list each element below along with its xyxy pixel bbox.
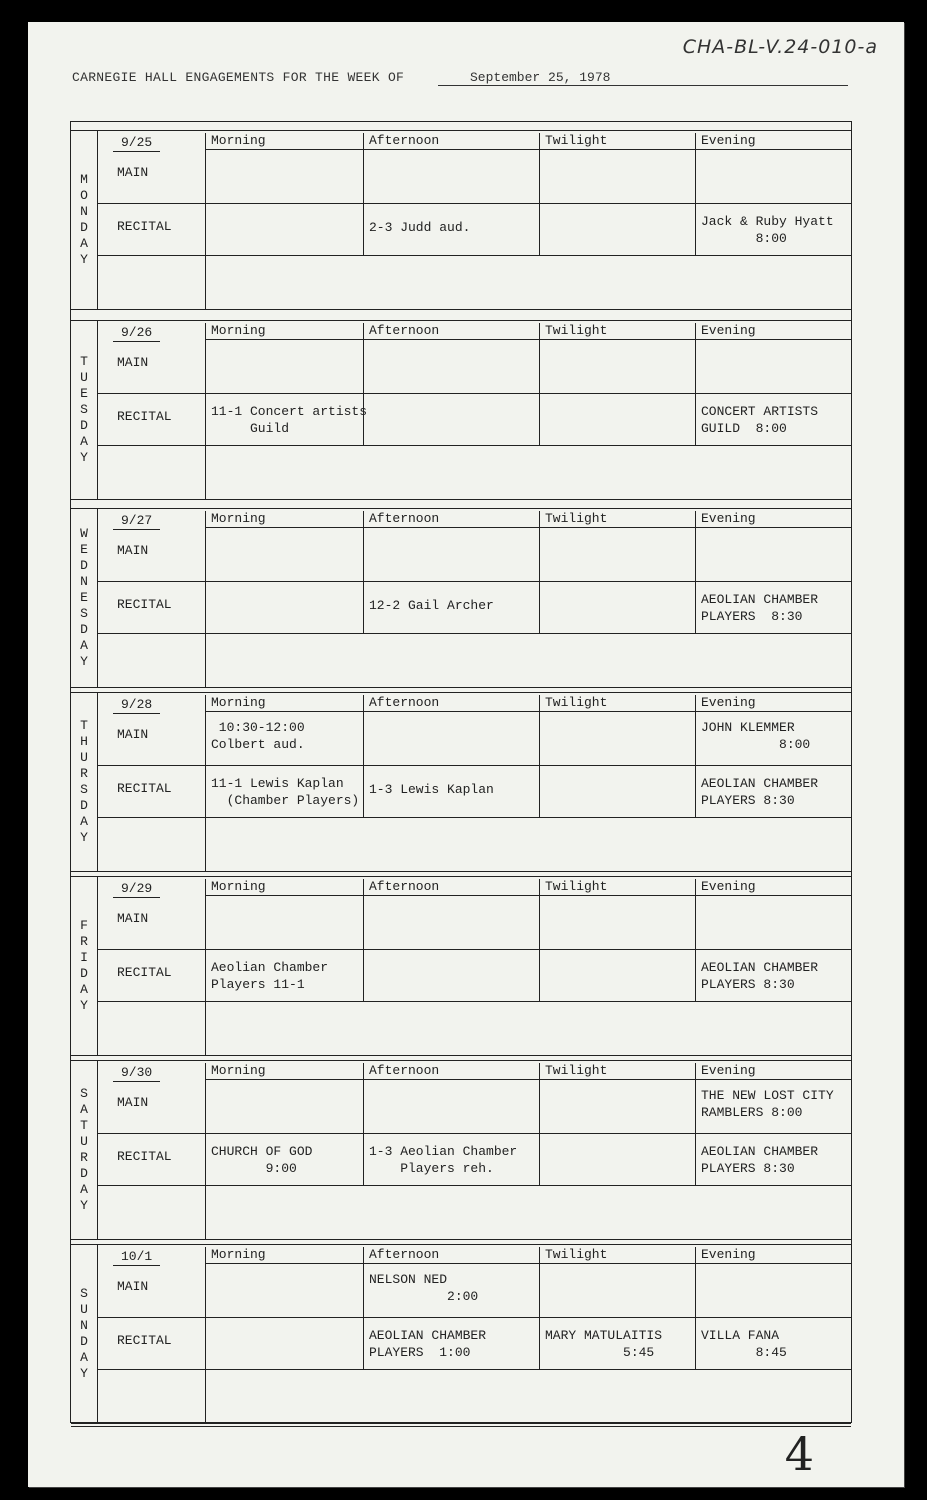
day-name <box>71 509 98 687</box>
row-divider <box>205 1263 851 1264</box>
day-letter: F <box>80 918 88 933</box>
day-letter: U <box>80 1302 88 1317</box>
row-label-recital: RECITAL <box>117 409 172 424</box>
row-divider <box>205 1317 851 1318</box>
row-divider <box>205 949 851 950</box>
row-label-recital: RECITAL <box>117 1149 172 1164</box>
row-divider <box>205 895 851 896</box>
column-divider <box>363 1063 364 1185</box>
column-divider <box>205 511 206 687</box>
row-divider <box>97 581 205 582</box>
day-letter: N <box>80 574 88 589</box>
column-header-twilight: Twilight <box>545 511 608 526</box>
day-letter: U <box>80 370 88 385</box>
day-letter: R <box>80 766 88 781</box>
entry-main-morning: 10:30-12:00 Colbert aud. <box>211 720 305 752</box>
schedule-table <box>70 121 852 1423</box>
day-letter: D <box>80 1334 88 1349</box>
row-divider <box>205 527 851 528</box>
column-divider <box>539 511 540 633</box>
column-header-morning: Morning <box>211 323 266 338</box>
column-divider <box>851 1247 852 1369</box>
day-letter: A <box>80 814 88 829</box>
entry-recital-afternoon: AEOLIAN CHAMBER PLAYERS 1:00 <box>369 1328 487 1360</box>
entry-recital-morning: Aeolian Chamber Players 11-1 <box>211 960 329 992</box>
column-header-afternoon: Afternoon <box>369 1063 440 1078</box>
column-header-evening: Evening <box>701 1063 756 1078</box>
page-number: 4 <box>784 1427 814 1481</box>
day-letter: Y <box>80 1366 88 1381</box>
column-header-morning: Morning <box>211 511 266 526</box>
column-header-morning: Morning <box>211 1247 266 1262</box>
day-name <box>71 693 98 871</box>
row-divider <box>97 817 851 818</box>
column-divider <box>851 511 852 633</box>
column-header-twilight: Twilight <box>545 1247 608 1262</box>
day-letter: H <box>80 734 88 749</box>
row-divider <box>97 949 205 950</box>
day-block <box>71 320 851 500</box>
row-label-main: MAIN <box>117 911 149 926</box>
day-letter: D <box>80 622 88 637</box>
column-header-twilight: Twilight <box>545 323 608 338</box>
entry-recital-twilight: MARY MATULAITIS 5:45 <box>545 1328 663 1360</box>
column-header-evening: Evening <box>701 323 756 338</box>
column-divider <box>363 695 364 817</box>
entry-recital-evening: VILLA FANA 8:45 <box>701 1328 787 1360</box>
row-divider <box>97 1317 205 1318</box>
column-divider <box>851 695 852 817</box>
day-block <box>71 876 851 1056</box>
row-divider <box>205 581 851 582</box>
day-letter: E <box>80 386 88 401</box>
day-letter: Y <box>80 830 88 845</box>
day-block <box>71 508 851 688</box>
column-divider <box>695 511 696 633</box>
entry-main-afternoon: NELSON NED 2:00 <box>369 1272 479 1304</box>
column-divider <box>851 133 852 255</box>
day-name <box>71 131 98 309</box>
column-divider <box>539 879 540 1001</box>
day-letter: Y <box>80 252 88 267</box>
row-divider <box>97 1133 205 1134</box>
row-divider <box>97 1369 851 1370</box>
column-divider <box>539 1247 540 1369</box>
entry-recital-morning: 11-1 Lewis Kaplan (Chamber Players) <box>211 776 360 808</box>
day-date: 10/1 <box>121 1249 153 1264</box>
column-divider <box>851 879 852 1001</box>
day-letter: I <box>80 950 88 965</box>
day-letter: N <box>80 204 88 219</box>
row-divider <box>97 393 205 394</box>
day-grid <box>97 131 851 309</box>
row-divider <box>97 255 851 256</box>
column-divider <box>205 879 206 1055</box>
row-label-recital: RECITAL <box>117 219 172 234</box>
row-label-main: MAIN <box>117 727 149 742</box>
column-header-afternoon: Afternoon <box>369 511 440 526</box>
row-divider <box>205 203 851 204</box>
day-letter: D <box>80 798 88 813</box>
column-header-morning: Morning <box>211 1063 266 1078</box>
column-header-twilight: Twilight <box>545 879 608 894</box>
day-letter: W <box>80 526 88 541</box>
document-title: CARNEGIE HALL ENGAGEMENTS FOR THE WEEK OF <box>72 70 405 85</box>
entry-recital-morning: 11-1 Concert artists Guild <box>211 404 368 436</box>
day-block <box>71 130 851 310</box>
column-header-afternoon: Afternoon <box>369 695 440 710</box>
day-date: 9/26 <box>121 325 153 340</box>
day-date: 9/30 <box>121 1065 153 1080</box>
day-letter: N <box>80 1318 88 1333</box>
row-divider <box>205 1079 851 1080</box>
entry-recital-evening: AEOLIAN CHAMBER PLAYERS 8:30 <box>701 960 819 992</box>
day-letter: T <box>80 1118 88 1133</box>
day-name <box>71 877 98 1055</box>
row-label-recital: RECITAL <box>117 1333 172 1348</box>
entry-recital-evening: AEOLIAN CHAMBER PLAYERS 8:30 <box>701 1144 819 1176</box>
entry-recital-afternoon: 1-3 Lewis Kaplan <box>369 782 494 797</box>
day-letter: T <box>80 354 88 369</box>
column-divider <box>205 323 206 499</box>
document-page <box>28 22 904 1487</box>
column-divider <box>695 133 696 255</box>
row-divider <box>205 339 851 340</box>
entry-recital-evening: AEOLIAN CHAMBER PLAYERS 8:30 <box>701 776 819 808</box>
entry-main-evening: JOHN KLEMMER 8:00 <box>701 720 811 752</box>
column-header-evening: Evening <box>701 133 756 148</box>
day-letter: O <box>80 188 88 203</box>
column-divider <box>363 1247 364 1369</box>
day-letter: M <box>80 172 88 187</box>
column-header-twilight: Twilight <box>545 695 608 710</box>
day-date: 9/29 <box>121 881 153 896</box>
column-header-morning: Morning <box>211 879 266 894</box>
column-divider <box>695 1247 696 1369</box>
column-header-morning: Morning <box>211 695 266 710</box>
day-letter: A <box>80 434 88 449</box>
day-letter: R <box>80 934 88 949</box>
column-divider <box>695 879 696 1001</box>
column-header-evening: Evening <box>701 879 756 894</box>
day-name <box>71 321 98 499</box>
day-grid <box>97 321 851 499</box>
entry-recital-afternoon: 12-2 Gail Archer <box>369 598 494 613</box>
day-letter: E <box>80 590 88 605</box>
day-letter: S <box>80 1086 88 1101</box>
column-header-evening: Evening <box>701 695 756 710</box>
row-divider <box>205 711 851 712</box>
day-letter: T <box>80 718 88 733</box>
day-letter: D <box>80 966 88 981</box>
row-label-recital: RECITAL <box>117 781 172 796</box>
column-divider <box>695 695 696 817</box>
entry-recital-afternoon: 2-3 Judd aud. <box>369 220 471 235</box>
day-letter: D <box>80 220 88 235</box>
row-label-main: MAIN <box>117 1095 149 1110</box>
entry-recital-morning: CHURCH OF GOD 9:00 <box>211 1144 313 1176</box>
day-grid <box>97 693 851 871</box>
row-label-main: MAIN <box>117 165 149 180</box>
row-label-recital: RECITAL <box>117 965 172 980</box>
day-letter: U <box>80 1134 88 1149</box>
entry-recital-afternoon: 1-3 Aeolian Chamber Players reh. <box>369 1144 518 1176</box>
column-divider <box>539 695 540 817</box>
row-divider <box>205 393 851 394</box>
day-letter: A <box>80 236 88 251</box>
day-letter: E <box>80 542 88 557</box>
entry-main-evening: THE NEW LOST CITY RAMBLERS 8:00 <box>701 1088 834 1120</box>
day-block <box>71 1244 851 1424</box>
column-divider <box>205 133 206 309</box>
row-divider <box>97 445 851 446</box>
row-divider <box>97 633 851 634</box>
row-divider <box>97 1001 851 1002</box>
column-header-afternoon: Afternoon <box>369 1247 440 1262</box>
day-grid <box>97 509 851 687</box>
archive-id: CHA-BL-V.24-010-a <box>682 36 878 58</box>
day-letter: D <box>80 418 88 433</box>
day-letter: R <box>80 1150 88 1165</box>
column-divider <box>695 1063 696 1185</box>
entry-recital-evening: CONCERT ARTISTS GUILD 8:00 <box>701 404 819 436</box>
column-header-afternoon: Afternoon <box>369 879 440 894</box>
row-label-main: MAIN <box>117 355 149 370</box>
day-letter: S <box>80 402 88 417</box>
row-divider <box>205 1133 851 1134</box>
day-letter: A <box>80 1350 88 1365</box>
day-letter: S <box>80 606 88 621</box>
day-letter: U <box>80 750 88 765</box>
day-block <box>71 1060 851 1240</box>
day-letter: S <box>80 782 88 797</box>
row-label-recital: RECITAL <box>117 597 172 612</box>
column-header-afternoon: Afternoon <box>369 133 440 148</box>
day-letter: Y <box>80 998 88 1013</box>
day-letter: D <box>80 1166 88 1181</box>
day-letter: Y <box>80 1198 88 1213</box>
day-date: 9/28 <box>121 697 153 712</box>
day-letter: A <box>80 638 88 653</box>
column-header-afternoon: Afternoon <box>369 323 440 338</box>
day-block <box>71 692 851 872</box>
column-divider <box>539 323 540 445</box>
day-letter: S <box>80 1286 88 1301</box>
day-name <box>71 1061 98 1239</box>
day-letter: Y <box>80 450 88 465</box>
row-divider <box>205 765 851 766</box>
day-name <box>71 1245 98 1423</box>
column-header-evening: Evening <box>701 511 756 526</box>
day-date: 9/27 <box>121 513 153 528</box>
column-divider <box>851 323 852 445</box>
row-divider <box>97 765 205 766</box>
entry-recital-evening: Jack & Ruby Hyatt 8:00 <box>701 214 834 246</box>
column-divider <box>205 695 206 871</box>
row-divider <box>97 203 205 204</box>
column-divider <box>363 879 364 1001</box>
row-divider <box>97 1185 851 1186</box>
day-grid <box>97 1245 851 1423</box>
column-divider <box>205 1247 206 1423</box>
day-letter: D <box>80 558 88 573</box>
row-label-main: MAIN <box>117 543 149 558</box>
day-letter: A <box>80 1102 88 1117</box>
column-header-morning: Morning <box>211 133 266 148</box>
day-grid <box>97 877 851 1055</box>
column-divider <box>363 133 364 255</box>
column-divider <box>851 1063 852 1185</box>
day-letter: A <box>80 1182 88 1197</box>
column-divider <box>539 133 540 255</box>
week-date: September 25, 1978 <box>438 70 848 86</box>
column-header-twilight: Twilight <box>545 1063 608 1078</box>
column-divider <box>539 1063 540 1185</box>
column-divider <box>205 1063 206 1239</box>
column-divider <box>363 511 364 633</box>
column-header-evening: Evening <box>701 1247 756 1262</box>
row-divider <box>205 149 851 150</box>
entry-recital-evening: AEOLIAN CHAMBER PLAYERS 8:30 <box>701 592 819 624</box>
day-letter: Y <box>80 654 88 669</box>
column-divider <box>695 323 696 445</box>
day-date: 9/25 <box>121 135 153 150</box>
day-grid <box>97 1061 851 1239</box>
row-label-main: MAIN <box>117 1279 149 1294</box>
column-header-twilight: Twilight <box>545 133 608 148</box>
day-letter: A <box>80 982 88 997</box>
